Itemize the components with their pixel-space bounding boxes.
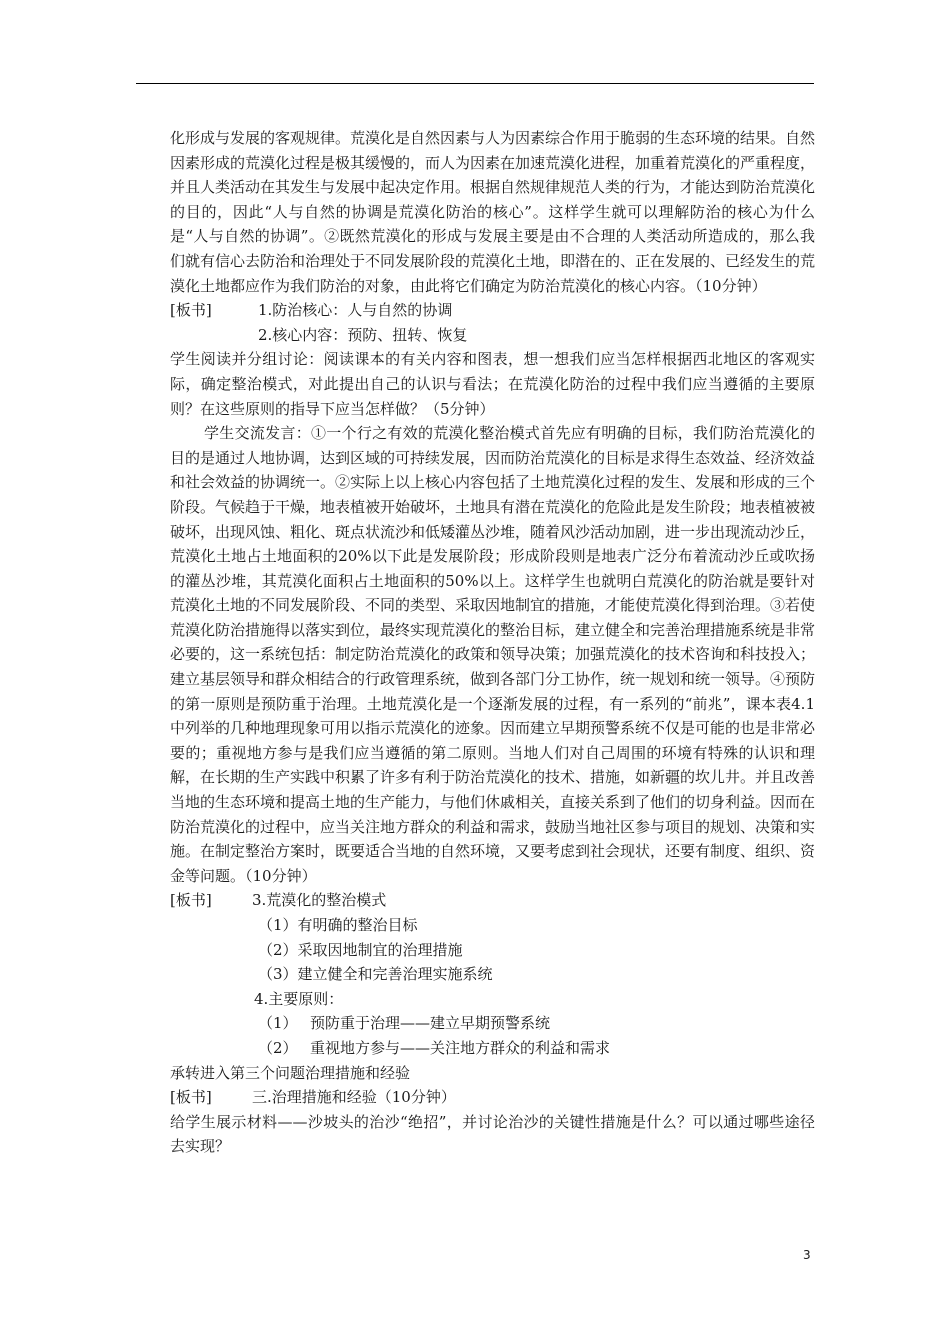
board-item-core: 1.防治核心：人与自然的协调 <box>258 301 453 320</box>
board-mode-item: （3）建立健全和完善治理实施系统 <box>258 965 493 984</box>
principle-text: 重视地方参与——关注地方群众的利益和需求 <box>310 1038 611 1057</box>
blackboard-label: [板书] <box>170 891 212 910</box>
transition-line: 承转进入第三个问题治理措施和经验 <box>170 1063 411 1082</box>
blackboard-label: [板书] <box>170 1088 212 1107</box>
page-number: 3 <box>803 1248 811 1262</box>
board-heading-principles: 4.主要原则： <box>254 989 344 1008</box>
header-rule <box>136 83 814 84</box>
board-heading-measures: 三.治理措施和经验（10分钟） <box>252 1088 456 1107</box>
paragraph-student-exchange: 学生交流发言：①一个行之有效的荒漠化整治模式首先应有明确的目标，我们防治荒漠化的目的是通过人地协调，达到区域的可持续发展，因而防治荒漠化的目标是求得生态效益、经济效益和社会效益的协调统一。②实际上以上核心内容包括了土地荒漠化过程的发生、发展和形成的三个阶段。气候趋于干燥，地表植被开始破坏，土地具有潜在荒漠化的危险此是发生阶段；地表植被被破坏，出现风蚀、粗化、斑点状流沙和低矮灌丛沙堆，随着风沙活动加剧，进一步出现流动沙丘，荒漠化土地占土地面积的20%以下此是发展阶段；形成阶段则是地表广泛分布着流动沙丘或吹扬的灌丛沙堆，其荒漠化面积占土地面积的50%以上。这样学生也就明白荒漠化的防治就是要针对荒漠化土地的不同发展阶段、不同的类型、采取因地制宜的措施，才能使荒漠化得到治理。③若使荒漠化防治措施得以落实到位，最终实现荒漠化的整治目标，建立健全和完善治理措施系统是非常必要的，这一系统包括：制定防治荒漠化的政策和领导决策；加强荒漠化的技术咨询和科技投入；建立基层领导和群众相结合的行政管理系统，做到各部门分工协作，统一规划和统一领导。④预防的第一原则是预防重于治理。土地荒漠化是一个逐渐发展的过程，有一系列的“前兆”，课本表4.1中列举的几种地理现象可用以指示荒漠化的迹象。因而建立早期预警系统不仅是可能的也是非常必要的；重视地方参与是我们应当遵循的第二原则。当地人们对自己周围的环境有特殊的认识和理解，在长期的生产实践中积累了许多有利于防治荒漠化的技术、措施，如新疆的坎儿井。并且改善当地的生态环境和提高土地的生产能力，与他们休戚相关，直接关系到了他们的切身利益。因而在防治荒漠化的过程中，应当关注地方群众的利益和需求，鼓励当地社区参与项目的规划、决策和实施。在制定整治方案时，既要适合当地的自然环境，又要考虑到社会现状，还要有制度、组织、资金等问题。（10分钟） <box>170 424 816 885</box>
board-mode-item: （1）有明确的整治目标 <box>258 916 418 934</box>
paragraph-discussion: 学生阅读并分组讨论：阅读课本的有关内容和图表，想一想我们应当怎样根据西北地区的客观实际，确定整治模式，对此提出自己的认识与看法；在荒漠化防治的过程中我们应当遵循的主要原则？在这些原则的指导下应当怎样做？（5分钟） <box>170 350 815 418</box>
principle-number: （2） <box>258 1038 298 1057</box>
blackboard-2 <box>170 888 815 913</box>
principle-text: 预防重于治理——建立早期预警系统 <box>310 1014 551 1033</box>
paragraph-closing: 给学生展示材料——沙坡头的治沙“绝招”，并讨论治沙的关键性措施是什么？可以通过哪些途径去实现？ <box>170 1112 815 1156</box>
document-body <box>170 126 815 1159</box>
board-heading-modes: 3.荒漠化的整治模式 <box>252 891 387 910</box>
board-item-content: 2.核心内容：预防、扭转、恢复 <box>258 325 468 344</box>
board-principle-item <box>170 1011 815 1036</box>
blackboard-3 <box>170 1085 815 1110</box>
principle-number: （1） <box>258 1014 298 1033</box>
board-principle-item <box>170 1036 815 1061</box>
blackboard-1 <box>170 298 815 323</box>
blackboard-label: [板书] <box>170 301 212 320</box>
paragraph-core-explanation: 化形成与发展的客观规律。荒漠化是自然因素与人为因素综合作用于脆弱的生态环境的结果。自然因素形成的荒漠化过程是极其缓慢的，而人为因素在加速荒漠化进程，加重着荒漠化的严重程度，并且人类活动在其发生与发展中起决定作用。根据自然规律规范人类的行为，才能达到防治荒漠化的目的，因此“人与自然的协调是荒漠化防治的核心”。这样学生就可以理解防治的核心为什么是“人与自然的协调”。②既然荒漠化的形成与发展主要是由不合理的人类活动所造成的，那么我们就有信心去防治和治理处于不同发展阶段的荒漠化土地，即潜在的、正在发展的、已经发生的荒漠化土地都应作为我们防治的对象，由此将它们确定为防治荒漠化的核心内容。（10分钟） <box>170 129 816 295</box>
board-mode-item: （2）采取因地制宜的治理措施 <box>258 940 463 959</box>
